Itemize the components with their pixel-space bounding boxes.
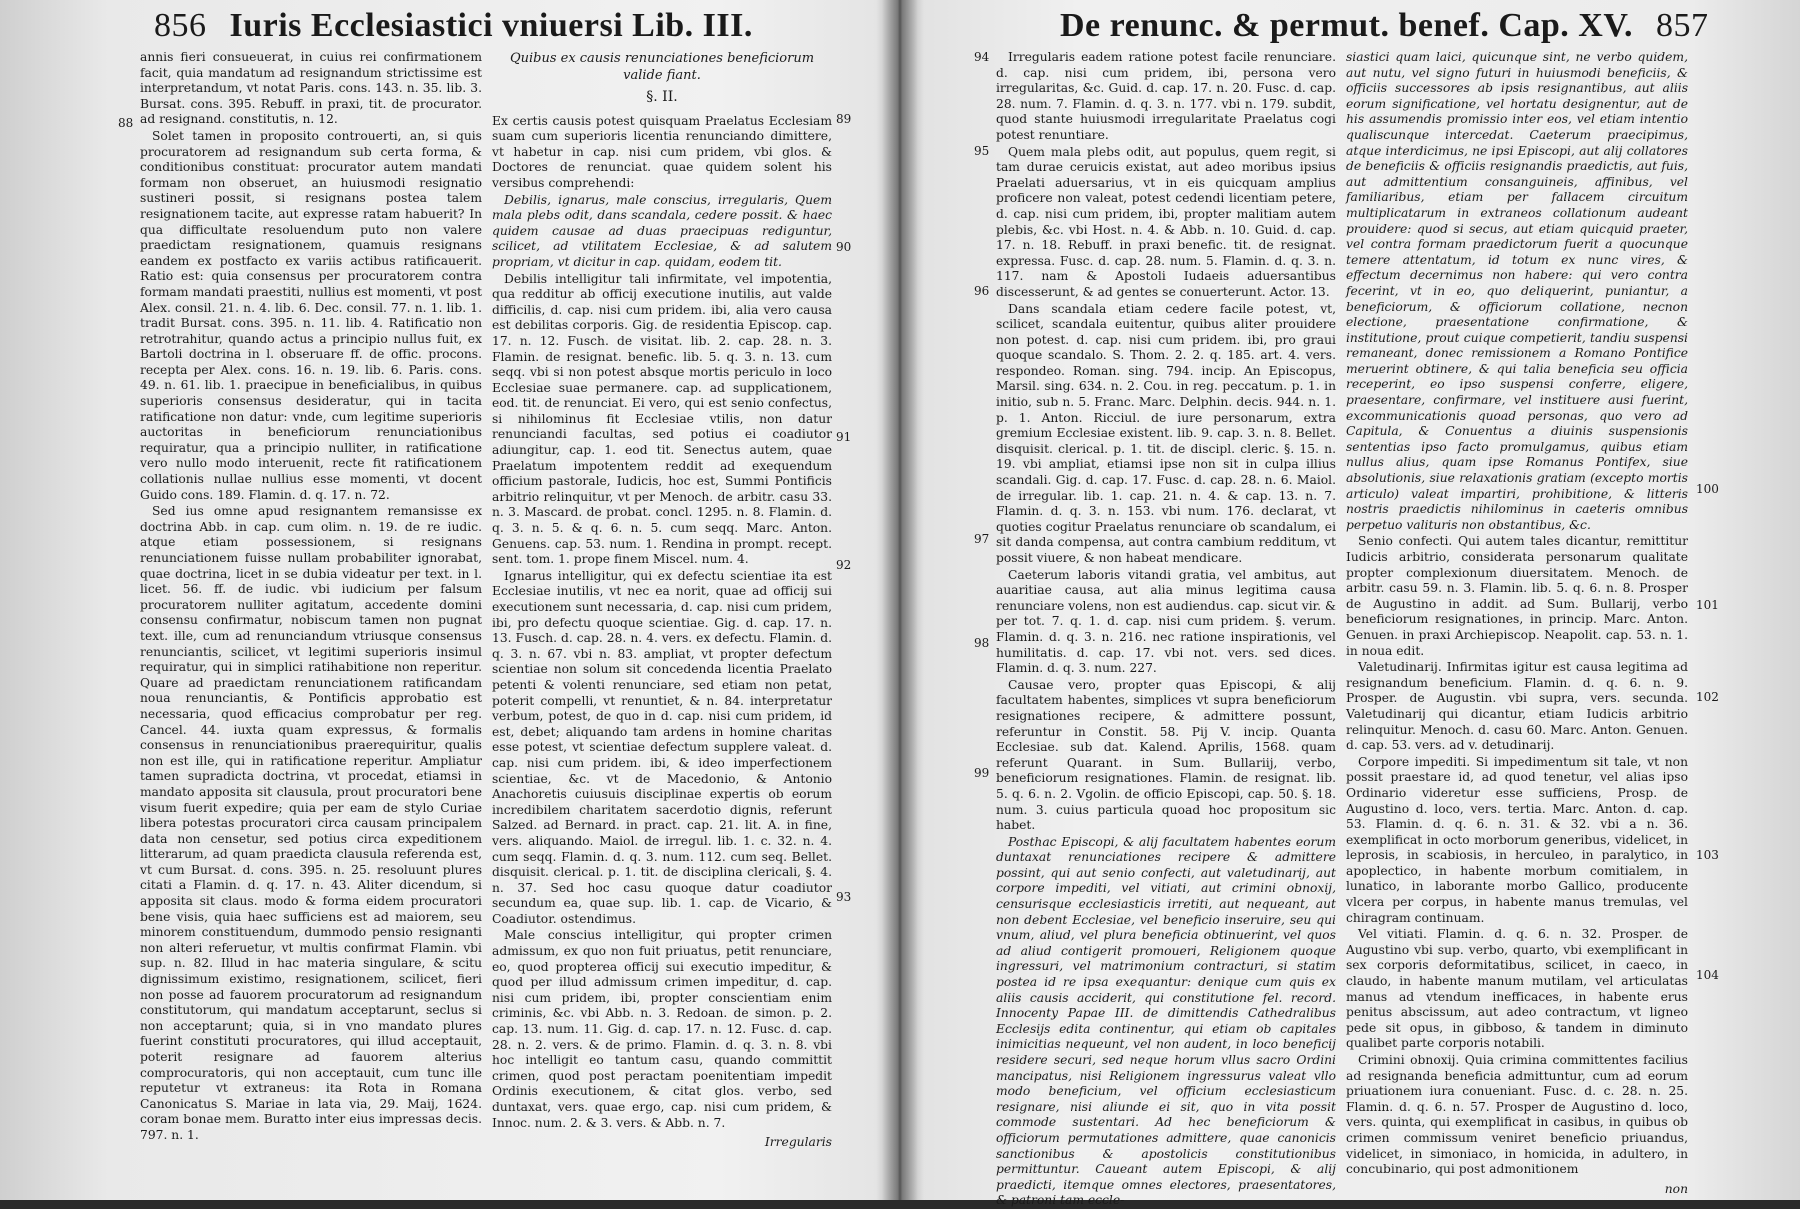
left-running-title: Iuris Ecclesiastici vniuersi Lib. III. (229, 7, 753, 44)
left-column-b (492, 50, 832, 1150)
margin-number: 98 (974, 636, 990, 650)
section-number: §. II. (646, 89, 678, 105)
margin-number: 91 (836, 430, 852, 444)
paragraph: Dans scandala etiam cedere facile potest, vt, scilicet, scandala euitentur, quibus aliter prouidere non potest. d. cap. nisi cum pridem. ibi, pro graui quoque scandalo. S. Thom. 2. 2. q. 185. art. 4. vers. respondeo. Roman. sing. 794. incip. An Episcopus, Marsil. sing. 634. n. 2. Cou. in reg. peccatum. p. 1. in initio, sub n. 5. Franc. Marc. Delphin. decis. 944. n. 1. p. 1. Anton. Ricciul. de iure personarum, extra gremium Ecclesiae existent. lib. 9. cap. 3. n. 8. Bellet. disquisit. clerical. p. 1. tit. de discipl. cleric. §. 15. n. 19. vbi ampliat, etiamsi ipse non sit in culpa illius scandali. Gig. d. cap. 17. Fusc. d. cap. 28. n. 6. Maiol. de irregular. lib. 1. cap. 21. n. 4. & cap. 13. n. 7. Flamin. d. q. 3. n. 153. vbi num. 176. declarat, vt quoties cogitur Praelatus renunciare ob scandalum, ei sit danda compensa, aut contra cambium redditum, vt possit viuere, & non habeat mendicare. (996, 301, 1336, 565)
paragraph: Sed ius omne apud resignantem remansisse ex doctrina Abb. in cap. cum olim. n. 19. de re iudic. atque etiam possessionem, si resignans renunciationem fuisse nullam probabiliter ignorabat, quae doctrina, licet in se dubia videatur per text. in l. licet. 56. ff. de iudic. vbi iudicium per falsum procuratorem nulliter agitatum, accedente domini consensu confirmatur, nobiscum tamen non pugnat text. ille, cum ad renunciandum vtriusque consensus renunciantis, scilicet, vt legitimi superioris insimul requiratur, qui in simplici ratihabitione non reperitur. Quare ad praedictam renunciationem ratificandam noua renunciantis, & Pontificis approbatio est necessaria, quod efficacius comprobatur per reg. Cancel. 44. iuxta quam expressus, & formalis consensus in renunciationibus praerequiritur, qualis non est ille, qui in ratificatione reperitur. Ampliatur tamen supradicta doctrina, vt procedat, etiamsi in mandato apposita sit clausula, prout procuratori bene visum fuerit expedire; quia per eam de stylo Curiae libera potestas procuratori circa causam principalem data non censetur, sed potius circa expeditionem litterarum, ad quam praedicta clausula referenda est, vt cum Bursat. d. cons. 395. n. 25. resoluunt plures citati a Flamin. d. q. 17. n. 43. Aliter dicendum, si apposita sit claus. modo & forma eidem procuratori bene visis, quia haec sufficiens est ad maiorem, seu minorem constituendum, dummodo pensio resignanti non alteri referuetur, vt multis confirmat Flamin. vbi sup. n. 82. Illud in hac materia singulare, & scitu dignissimum existimo, resignationem, scilicet, fieri non posse ad fauorem procuratorum ad resignandum constitutorum, qui mandatum acceptarunt, seclus si non acceptarunt; quia, si in vno mandato plures fuerint constituti procuratores, qui illud acceptauit, poterit resignare ad fauorem alterius comprocuratoris, qui non acceptauit, cum tunc ille reputetur vt extraneus: ita Rota in Romana Canonicatus S. Mariae in lata via, 29. Maij, 1624. coram bonae mem. Buratto inter eius impressas decis. 797. n. 1. (140, 504, 482, 1142)
book-gutter (876, 0, 924, 1200)
paragraph: Solet tamen in proposito controuerti, an, si quis procuratorem ad resignandum sub certa forma, & conditionibus constituat: procurator autem mandati formam non obseruet, an huiusmodi resignatio sustineri possit, si resignans postea talem resignationem tacite, aut expresse ratam habuerit? In qua difficultate resoluendum puto non valere praedictam resignationem, quamuis resignans eandem ex postfacto ex variis actibus ratificauerit. Ratio est: quia consensus per procuratorem contra formam mandati praestiti, nullius est momenti, vt post Alex. consil. 21. n. 4. lib. 6. Dec. consil. 77. n. 1. lib. 1. tradit Bursat. cons. 395. n. 11. lib. 4. Ratificatio non retrotrahitur, quando actus a principio nullus fuit, ex Bartoli doctrina in l. obseruare ff. de offic. procons. recepta per Alex. cons. 16. n. 19. lib. 6. Paris. cons. 49. n. 61. lib. 1. praecipue in beneficialibus, in quibus superioris consensus desideratur, qui in tacita ratificatione non datur: vnde, cum legitime superioris auctoritas in beneficiorum renunciationibus requiratur, qua a principio nulliter, in ratificatione vero nullo modo interuenit, recte fit ratificationem collationis nullae nullius esse momenti, vt docent Guido cons. 189. Flamin. d. q. 17. n. 72. (140, 128, 482, 502)
margin-number: 101 (1696, 598, 1719, 612)
section-heading: Quibus ex causis renunciationes beneficiorum valide fiant. (509, 51, 815, 83)
paragraph: Senio confecti. Qui autem tales dicantur, remittitur Iudicis arbitrio, considerata personarum qualitate propter complexionum diuersitatem. Menoch. de arbitr. casu 59. n. 3. Flamin. lib. 5. q. 6. n. 8. Prosper de Augustino in addit. ad Sum. Bullarij, verbo beneficiorum resignationes, in princip. Marc. Anton. Genuen. in praxi Archiepiscop. Neapolit. cap. 53. n. 1. in noua edit. (1346, 534, 1688, 658)
margin-number: 104 (1696, 968, 1719, 982)
paragraph: Causae vero, propter quas Episcopi, & alij facultatem habentes, simplices vt supra beneficiorum resignationes recipere, & admittere possunt, referuntur in Constit. 58. Pij V. incip. Quanta Ecclesiae. sub dat. Kalend. Aprilis, 1568. quam referunt Quarant. in Sum. Bullariij, verbo, beneficiorum resignationes. Flamin. de resignat. lib. 5. q. 6. n. 2. Vgolin. de officio Episcopi, cap. 50. §. 18. num. 3. cuius particula quoad hoc propositum sic habet. (996, 677, 1336, 833)
margin-number: 94 (974, 50, 990, 64)
paragraph: Caeterum laboris vitandi gratia, vel ambitus, aut auaritiae causa, aut alia minus legitima causa renunciare volens, non est audiendus. cap. sicut vir. & per tot. 7. q. 1. d. cap. nisi cum pridem. §. verum. Flamin. d. q. 3. n. 216. nec ratione inspirationis, vel humilitatis. d. cap. 17. vbi not. vers. sed dices. Flamin. d. q. 3. num. 227. (996, 567, 1336, 676)
catchword: Irregularis (764, 1135, 832, 1150)
margin-number: 96 (974, 284, 990, 298)
left-page (0, 0, 880, 1200)
margin-number: 102 (1696, 690, 1719, 704)
right-running-head (1060, 6, 1723, 46)
right-running-title: De renunc. & permut. benef. Cap. XV. (1060, 7, 1634, 44)
margin-number: 93 (836, 890, 852, 904)
margin-number: 103 (1696, 848, 1719, 862)
margin-number: 92 (836, 558, 852, 572)
paragraph: Debilis intelligitur tali infirmitate, vel impotentia, qua redditur ab officij executione inutilis, aut valde difficilis, d. cap. nisi cum pridem. ibi, alia vero causa est debilitas corporis. Gig. de residentia Episcop. cap. 17. n. 12. Fusch. de visitat. lib. 2. cap. 28. n. 3. Flamin. de resignat. benefic. lib. 5. q. 3. n. 13. cum seqq. vbi si non potest absque mortis periculo in loco Ecclesiae suae permanere. cap. ad supplicationem, eod. tit. de renunciat. Ei vero, qui est senio confectus, si nihilominus fit Ecclesiae vtilis, non datur renunciandi facultas, sed potius ei coadiutor adiungitur, cap. 1. eod tit. Senectus autem, quae Praelatum impotentem reddit ad exequendum officium pastorale, Iudicis, hoc est, Summi Pontificis arbitrio relinquitur, vt per Menoch. de arbitr. casu 33. n. 3. Mascard. de probat. concl. 1295. n. 8. Flamin. d. q. 3. n. 5. & q. 6. n. 5. cum seqq. Marc. Anton. Genuens. cap. 53. num. 1. Rendina in prompt. recept. sent. tom. 1. prope finem Miscel. num. 4. (492, 271, 832, 567)
margin-number: 90 (836, 240, 852, 254)
right-page (920, 0, 1800, 1208)
margin-number: 95 (974, 144, 990, 158)
paragraph: Irregularis eadem ratione potest facile renunciare. d. cap. nisi cum pridem, ibi, persona vero irregularitas, &c. Guid. d. cap. 17. n. 20. Fusc. d. cap. 28. num. 7. Flamin. d. q. 3. n. 177. vbi n. 179. subdit, quod stante huiusmodi irregularitate Praelatus cogi potest renuntiare. (996, 50, 1336, 142)
right-folio: 857 (1656, 7, 1709, 44)
paragraph: Ex certis causis potest quisquam Praelatus Ecclesiam suam cum superioris licentia renunciando dimittere, vt habetur in cap. nisi cum pridem, vbi glos. & Doctores de renunciat. quae quidem solent his versibus comprehendi: (492, 113, 832, 190)
margin-number: 100 (1696, 482, 1719, 496)
left-folio: 856 (154, 7, 207, 44)
paragraph: Corpore impediti. Si impedimentum sit tale, vt non possit praestare id, ad quod tenetur, vel alias ipso Ordinario videretur esse sufficiens, Prosp. de Augustino d. loco, vers. tertia. Marc. Anton. d. cap. 53. Flamin. d. q. 6. n. 31. & 32. vbi a n. 36. exemplificat in octo morborum generibus, videlicet, in leprosis, in scabiosis, in herculeo, in paralytico, in apoplectico, in habente morbum comitialem, in lunatico, in laborante morbo Gallico, producente vlcera per corpus, in habente manus tremulas, vel chiragram continuam. (1346, 754, 1688, 925)
verse: Debilis, ignarus, male conscius, irregularis, Quem mala plebs odit, dans scandala, cedere possit. & haec quidem causae ad duas praecipuas rediguntur, scilicet, ad vtilitatem Ecclesiae, & ad salutem propriam, vt dicitur in cap. quidam, eodem tit. (492, 192, 832, 269)
margin-number: 89 (836, 112, 852, 126)
quotation: siastici quam laici, quicunque sint, ne verbo quidem, aut nutu, vel signo futuri in huiusmodi beneficiis, & officiis successores ab ipsis resignantibus, aut aliis eorum significatione, vel hortatu designentur, aut de his assumendis promissio inter eos, vel etiam intentio qualiscunque intercedat. Caeterum praecipimus, atque interdicimus, ne ipsi Episcopi, aut alij collatores de beneficiis & officiis resignandis praedictis, aut fuis, aut admittentium consanguineis, affinibus, vel familiaribus, etiam per fallacem circuitum multiplicatarum in extraneos collationum audeant prouidere: quod si secus, aut etiam quicquid praeter, vel contra formam praedictorum fuerit a quocunque temere attentatum, id totum ex nunc vires, & effectum decernimus non habere: qui vero contra fecerint, vt in eo, quo deliquerint, puniantur, a beneficiorum, & officiorum collatione, necnon electione, praesentatione confirmatione, & institutione, prout cuique competierit, tandiu suspensi remaneant, donec remissionem a Romano Pontifice meruerint obtinere, & qui talia beneficia seu officia receperint, eo ipso suspensi conferre, eligere, praesentare, confirmare, vel instituere ausi fuerint, excommunicationis quoad personas, quo vero ad Capitula, & Conuentus a diuinis suspensionis sententias ipso facto promulgamus, quibus etiam nullus alius, quam ipse Romanus Pontifex, siue absolutionis, siue relaxationis gratiam (excepto mortis articulo) valeat impartiri, prohibitione, & litteris nostris praedictis nihilominus in caeteris omnibus perpetuo valituris non obstantibus, &c. (1346, 50, 1688, 532)
paragraph: Vel vitiati. Flamin. d. q. 6. n. 32. Prosper. de Augustino vbi sup. verbo, quarto, vbi exemplificant in sex corporis deformitatibus, scilicet, in caeco, in claudo, in habente manum mutilam, vel articulatas manus ad vtendum inefficaces, in habente erus penitus abscissum, aut adeo contractum, vt ligneo pede sit opus, in gibboso, & tandem in diminuto qualibet parte corporis notabili. (1346, 927, 1688, 1051)
margin-number: 99 (974, 766, 990, 780)
right-column-b (1346, 50, 1688, 1196)
left-running-head (140, 6, 753, 46)
paragraph: Valetudinarij. Infirmitas igitur est causa legitima ad resignandum beneficium. Flamin. d. q. 6. n. 9. Prosper. de Augustin. vbi supra, vers. secunda. Valetudinarij qui dicantur, etiam Iudicis arbitrio relinquitur. Menoch. d. casu 60. Marc. Anton. Genuen. d. cap. 53. vers. ad v. detudinarij. (1346, 660, 1688, 753)
margin-number: 97 (974, 532, 990, 546)
catchword: non (1664, 1181, 1688, 1196)
margin-number: 88 (118, 116, 134, 130)
paragraph: annis fieri consueuerat, in cuius rei confirmationem facit, quia mandatum ad resignandum strictissime est interpretandum, vt notat Paris. cons. 143. n. 35. lib. 3. Bursat. cons. 395. Rebuff. in praxi, tit. de procurator. ad resignand. constitutis, n. 12. (140, 50, 482, 127)
paragraph: Crimini obnoxij. Quia crimina committentes facilius ad resignanda beneficia admittuntur, cum ad eorum priuationem iura conueniant. Fusc. d. c. 28. n. 25. Flamin. d. q. 6. n. 57. Prosper de Augustino d. loco, vers. quinta, qui exemplificat in casibus, in quibus ob crimen commissum veniret beneficio priuandus, videlicet, in simoniaco, in homicida, in adultero, in concubinario, qui post admonitionem (1346, 1053, 1688, 1177)
paragraph: Ignarus intelligitur, qui ex defectu scientiae ita est Ecclesiae inutilis, vt nec ea norit, quae ad officij sui executionem sunt necessaria, d. cap. nisi cum pridem, ibi, pro defectu quoque scientiae. Gig. d. cap. 17. n. 13. Fusch. d. cap. 28. n. 4. vers. ex defectu. Flamin. d. q. 3. n. 67. vbi n. 83. ampliat, vt propter defectum scientiae non solum sit concedenda licentia Praelato petenti & volenti renunciare, sed etiam non petat, poterit compelli, vt renuntiet, & n. 84. interpretatur verbum, potest, de quo in d. cap. nisi cum pridem, id est, debet; aliquando tam ardens in homine charitas esse potest, vt scientiae defectum supplere valeat. d. cap. nisi cum pridem. ibi, & ideo imperfectionem scientiae, &c. vt de Macedonio, & Antonio Anachoretis cuiusuis disciplinae expertis ob eorum incredibilem charitatem sacerdotio dignis, referunt Salzed. ad Bernard. in pract. cap. 21. lit. A. in fine, vers. aliquando. Maiol. de irregul. lib. 1. c. 32. n. 4. cum seqq. Flamin. d. q. 3. num. 112. cum seq. Bellet. disquisit. clerical. p. 1. tit. de disciplina clericali, §. 4. n. 37. Sed hoc casu quoque datur coadiutor secundum ea, quae sup. lib. 1. cap. de Vicario, & Coadiutor. ostendimus. (492, 568, 832, 926)
quotation: Posthac Episcopi, & alij facultatem habentes eorum duntaxat renunciationes recipere & admittere possint, qui aut senio confecti, aut valetudinarij, aut corpore impediti, vel vitiati, aut crimini obnoxij, censurisque ecclesiasticis irretiti, aut nequeant, aut non debent Ecclesiae, vel beneficio inseruire, seu qui vnum, aliud, vel plura beneficia obtinuerint, vel quos ad aliud contigerit promoueri, Religionem quoque ingressuri, vel matrimonium contracturi, si statim postea id re ipsa exequantur: denique cum quis ex aliis causis acciderit, qui constitutione fel. record. Innocenty Papae III. de dimittendis Cathedralibus Ecclesijs edita continentur, qui etiam ob capitales inimicitias nequeunt, vel non audent, in loco beneficij residere securi, sed neque horum vllus sacro Ordini mancipatus, nisi Religionem ingressurus valeat vllo modo beneficium, vel officium ecclesiasticum resignare, nisi aliunde ei sit, quo in vita possit commode sustentari. Ad hec beneficiorum & officiorum permutationes admittere, quae canonicis sanctionibus & apostolicis constitutionibus permittuntur. Caueant autem Episcopi, & alij praedicti, itemque omnes electores, praesentatores, & patroni tam eccle- (996, 834, 1336, 1208)
paragraph: Male conscius intelligitur, qui propter crimen admissum, ex quo non fuit priuatus, petit renunciare, eo, quod propterea officij sui executio impeditur, & quod per illud admissum crimen impeditur, d. cap. nisi cum pridem, ibi, propter conscientiam enim criminis, &c. vbi Abb. n. 3. Redoan. de simon. p. 2. cap. 13. num. 11. Gig. d. cap. 17. n. 12. Fusc. d. cap. 28. n. 2. vers. & de primo. Flamin. d. q. 3. n. 8. vbi hoc intelligit eo tantum casu, quando committit crimen, quod post peractam poenitentiam impedit Ordinis executionem, & citat glos. verbo, sed duntaxat, vers. quae ergo, cap. nisi cum pridem, & Innoc. num. 2. & 3. vers. & Abb. n. 7. (492, 928, 832, 1130)
right-column-a (996, 50, 1336, 1208)
left-column-a (140, 50, 482, 1142)
paragraph: Quem mala plebs odit, aut populus, quem regit, si tam durae ceruicis existat, aut adeo moribus ipsius Praelati aduersarius, vt in eis quicquam amplius proficere non valeat, potest cedendi licentiam petere, d. cap. nisi cum pridem, ibi, propter malitiam autem plebis, &c. vbi Host. n. 4. & Abb. n. 10. Guid. d. cap. 17. n. 18. Rebuff. in praxi benefic. tit. de resignat. expressa. Fusc. d. cap. 28. num. 5. Flamin. d. q. 3. n. 117. nam & Apostoli Iudaeis aduersantibus discesserunt, & ad gentes se conuerterunt. Actor. 13. (996, 144, 1336, 299)
